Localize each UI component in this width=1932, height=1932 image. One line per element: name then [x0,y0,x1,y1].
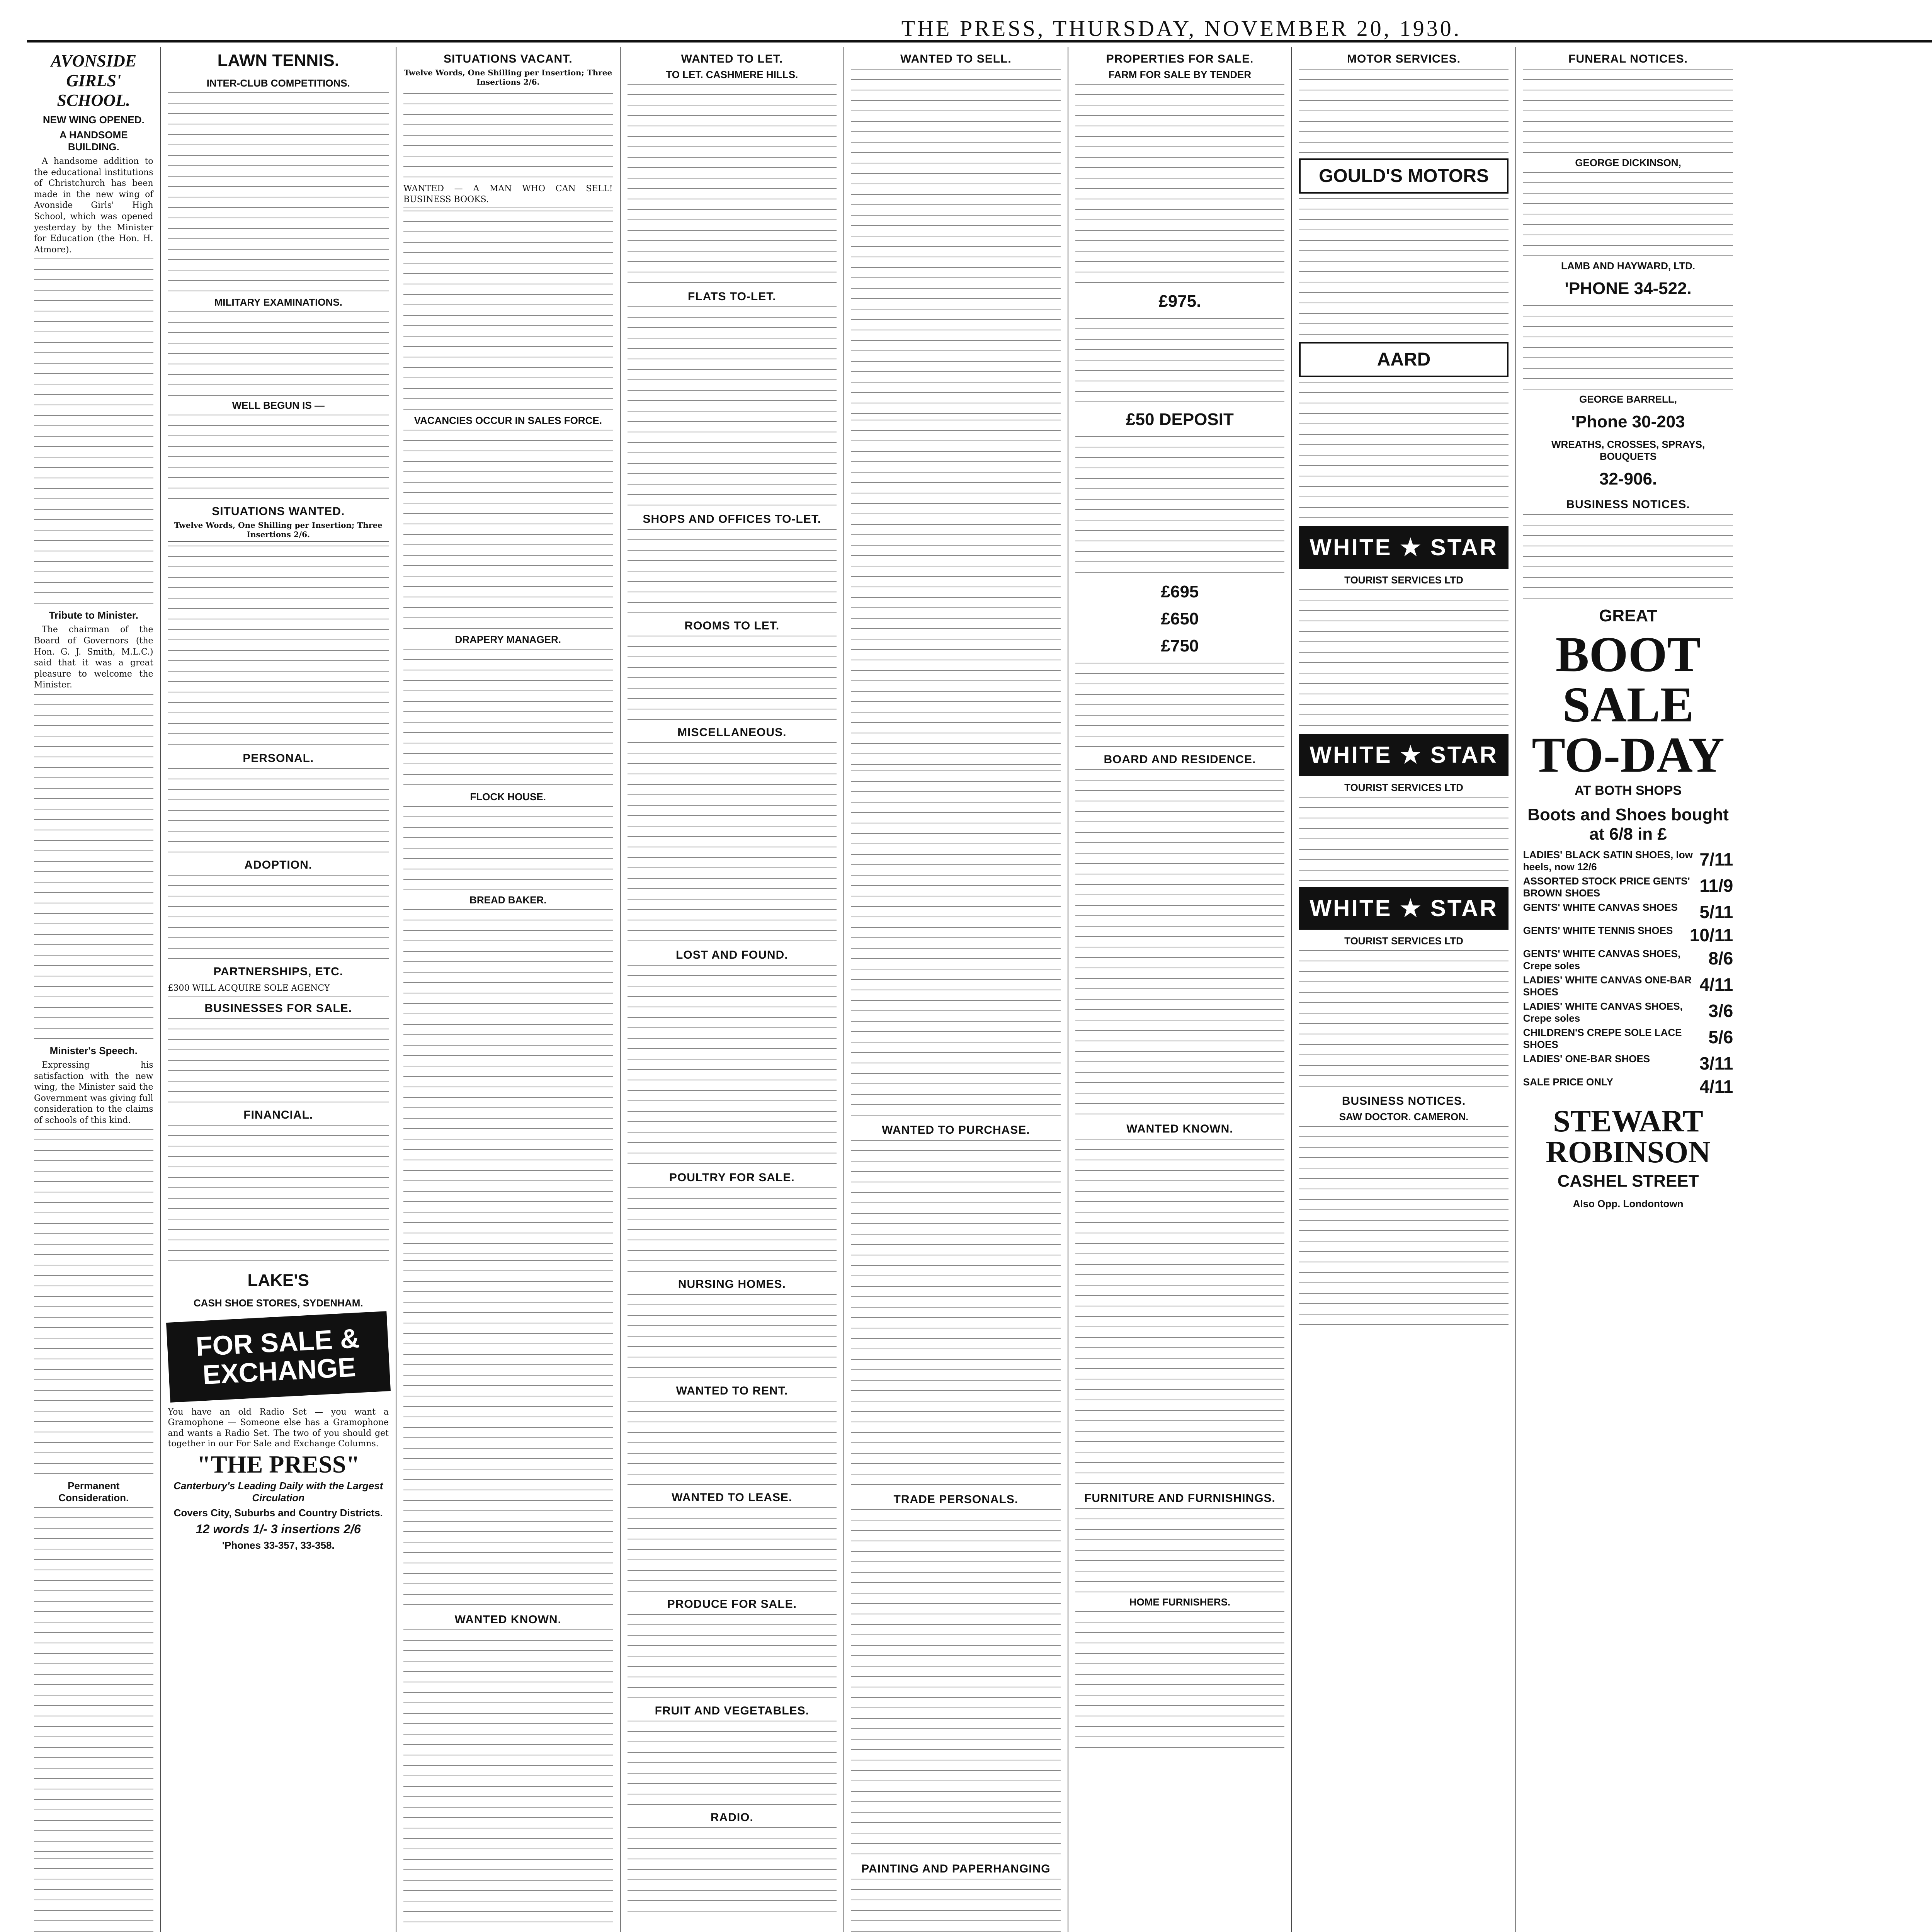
purchase-ads [851,1140,1061,1488]
misc-ads [628,742,837,943]
masthead [27,15,1932,43]
article-text-block-2 [34,694,153,1042]
saw-doctor: SAW DOCTOR. CAMERON. [1339,1111,1469,1122]
column-3 [396,47,621,1932]
column-5 [844,47,1068,1932]
wanted-known-heading-6: WANTED KNOWN. [1126,1122,1233,1135]
price-row [1523,1075,1733,1098]
property-ads [1075,318,1285,403]
property-ads-3 [1075,663,1285,748]
lamb-text [1523,305,1733,390]
vacant-ads-4 [403,649,613,788]
poultry-heading: POULTRY FOR SALE. [669,1171,795,1184]
sell-ads [851,69,1061,417]
lakes-title: LAKE'S [247,1270,310,1290]
rate-line-3: Twelve Words, One Shilling per Insertion; Three Insertions 2/6. [403,68,613,89]
for-sale-text: You have an old Radio Set — you want a Gramophone — Someone else has a Gramophone and wants a Radio Set. The two of you should get together in our For Sale and Exchange Columns. [168,1405,389,1452]
press-covers: Covers City, Suburbs and Country Districts. [173,1507,383,1519]
vacant-ads-3 [403,430,613,631]
price-value: 3/11 [1699,1053,1733,1073]
vacant-ads [403,93,613,178]
price-value: 5/6 [1708,1027,1733,1047]
well-begun-heading: WELL BEGUN IS — [232,400,325,411]
business-ads-8 [1523,514,1733,599]
misc-heading: MISCELLANEOUS. [677,726,787,739]
poultry-ads [628,1187,837,1272]
vacant-ads-5 [403,806,613,891]
article-text-block [34,259,153,606]
price-item: GENTS' WHITE CANVAS SHOES, Crepe soles [1523,948,1681,971]
drapery-heading: DRAPERY MANAGER. [455,634,561,645]
white-star-sub-3: TOURIST SERVICES LTD [1344,935,1463,947]
wanted-to-sell-heading: WANTED TO SELL. [900,53,1012,65]
price-item: LADIES' WHITE CANVAS SHOES, Crepe soles [1523,1000,1683,1024]
wanted-purchase-heading: WANTED TO PURCHASE. [882,1124,1030,1136]
vacant-ads-2 [403,211,613,412]
price-row [1523,874,1733,900]
white-star-logo-1: WHITE ★ STAR [1299,526,1509,569]
wanted-lease-heading: WANTED TO LEASE. [672,1491,793,1504]
article-subhead-2: A HANDSOME BUILDING. [59,129,128,153]
press-phones: 'Phones 33-357, 33-358. [222,1539,335,1551]
aard-text [1299,382,1509,521]
boot-sale-ad [1523,602,1733,1210]
sole-agency-ad: £300 WILL ACQUIRE SOLE AGENCY [168,981,389,997]
white-star-text-1 [1299,589,1509,728]
radio-ads [628,1827,837,1912]
business-notices-heading-7: BUSINESS NOTICES. [1342,1095,1466,1107]
price-value: 11/9 [1699,876,1733,896]
price-row [1523,1052,1733,1075]
lamb-phone: 'PHONE 34-522. [1565,279,1692,298]
price-item: GENTS' WHITE CANVAS SHOES [1523,901,1678,913]
article-subhead-3: Tribute to Minister. [49,609,138,621]
price-row [1523,973,1733,999]
furniture-heading: FURNITURE AND FURNISHINGS. [1084,1492,1276,1505]
price-row [1523,848,1733,874]
price-value: 8/6 [1708,948,1733,968]
rooms-ads [628,636,837,721]
situations-vacant-heading: SITUATIONS VACANT. [443,53,573,65]
price-row [1523,999,1733,1026]
financial-ads [168,1125,389,1264]
article-text-block-5 [34,1858,153,1932]
price-value: 5/11 [1699,902,1733,922]
trade-personals-heading: TRADE PERSONALS. [893,1493,1019,1506]
price-row [1523,947,1733,973]
lost-ads [628,965,837,1166]
price-695: £695 [1161,582,1199,601]
nursing-ads [628,1294,837,1379]
price-row [1523,900,1733,923]
fruit-heading: FRUIT AND VEGETABLES. [655,1704,809,1717]
wanted-known-ads [403,1629,613,1932]
white-star-text-3 [1299,950,1509,1089]
white-star-sub-1: TOURIST SERVICES LTD [1344,574,1463,586]
home-furnishers-heading: HOME FURNISHERS. [1129,1596,1231,1608]
boot-great: GREAT [1599,606,1657,625]
rooms-heading: ROOMS TO LET. [684,619,780,632]
sell-ads-2 [851,420,1061,767]
press-rate: 12 words 1/- 3 insertions 2/6 [196,1522,361,1536]
barrell: GEORGE BARRELL, [1579,393,1677,405]
flock-heading: FLOCK HOUSE. [470,791,546,803]
stewart-robinson: STEWART ROBINSON [1546,1104,1711,1169]
column-8 [1516,47,1740,1932]
column-4 [621,47,845,1932]
wanted-known-ads-6 [1075,1139,1285,1486]
for-sale-banner: FOR SALE & EXCHANGE [166,1311,391,1403]
radio-heading: RADIO. [710,1811,753,1824]
painting-ads [851,1879,1061,1932]
price-item: SALE PRICE ONLY [1523,1076,1613,1088]
situations-wanted-heading: SITUATIONS WANTED. [212,505,345,518]
goulds-timetable [1299,198,1509,337]
personal-ads [168,768,389,853]
vacancies-heading: VACANCIES OCCUR IN SALES FORCE. [414,415,602,426]
deposit-50: £50 DEPOSIT [1126,410,1234,429]
financial-heading: FINANCIAL. [243,1108,313,1121]
aard-title: AARD [1377,349,1431,370]
price-value: 3/6 [1708,1001,1733,1021]
rent-ads [628,1401,837,1486]
boots-bought: Boots and Shoes bought at 6/8 in £ [1527,805,1729,844]
funeral-notices [1523,69,1733,154]
vacant-ads-6 [403,909,613,1257]
adoption-ads [168,875,389,960]
dickinson: GEORGE DICKINSON, [1575,157,1681,168]
property-ads-2 [1075,436,1285,575]
board-ads [1075,769,1285,1117]
article-headline: AVONSIDE GIRLS' SCHOOL. [51,51,137,110]
to-let-ads [628,84,837,285]
nursing-heading: NURSING HOMES. [678,1278,786,1291]
article-subhead: NEW WING OPENED. [43,114,145,126]
price-item: LADIES' WHITE CANVAS ONE-BAR SHOES [1523,974,1692,998]
business-notices-heading-8: BUSINESS NOTICES. [1566,498,1690,511]
military-text [168,311,389,396]
wanted-rent-heading: WANTED TO RENT. [676,1384,788,1397]
price-item: CHILDREN'S CREPE SOLE LACE SHOES [1523,1027,1682,1050]
lawn-tennis-heading: LAWN TENNIS. [217,51,339,70]
both-shops: AT BOTH SHOPS [1575,783,1682,798]
article-subhead-5: Permanent Consideration. [58,1480,129,1504]
press-sub: Canterbury's Leading Daily with the Largest Circulation [173,1480,383,1503]
column-6 [1068,47,1293,1932]
barrell-phone: 'Phone 30-203 [1571,412,1685,431]
military-heading: MILITARY EXAMINATIONS. [214,296,342,308]
price-value: 10/11 [1689,925,1733,945]
shops-heading: SHOPS AND OFFICES TO-LET. [643,513,821,526]
article-paragraph-2: The chairman of the Board of Governors (the Hon. G. J. Smith, M.L.C.) said that it was a great pleasure to welcome the Minister. [34,625,153,690]
sell-ads-3 [851,770,1061,1118]
dickinson-text [1523,172,1733,257]
column-2 [161,47,396,1932]
masthead-title: THE PRESS, THURSDAY, NOVEMBER 20, 1930. [901,16,1462,41]
cashel-street: CASHEL STREET [1557,1172,1699,1190]
shops-ads [628,529,837,614]
fruit-ads [628,1721,837,1806]
lakes-sub: CASH SHOE STORES, SYDENHAM. [193,1297,363,1309]
price-list [1523,848,1733,1098]
wanted-to-let-heading: WANTED TO LET. [681,53,783,65]
business-ads-7 [1299,1126,1509,1327]
lost-found-heading: LOST AND FOUND. [676,949,788,961]
phone-32906: 32-906. [1599,469,1657,488]
aard-box [1299,342,1509,377]
price-975: £975. [1158,292,1201,311]
opp-londontown: Also Opp. Londontown [1573,1198,1684,1209]
farm-ads [1075,84,1285,285]
motor-ads [1299,69,1509,154]
flats-heading: FLATS TO-LET. [688,290,776,303]
lamb-hayward: LAMB AND HAYWARD, LTD. [1561,260,1696,272]
wreaths: WREATHS, CROSSES, SPRAYS, BOUQUETS [1551,439,1705,462]
price-item: LADIES' ONE-BAR SHOES [1523,1053,1650,1065]
personal-heading: PERSONAL. [243,752,314,765]
board-heading: BOARD AND RESIDENCE. [1104,753,1256,766]
price-item: GENTS' WHITE TENNIS SHOES [1523,925,1673,936]
column-7 [1292,47,1516,1932]
article-subhead-4: Minister's Speech. [49,1044,138,1056]
trade-ads [851,1509,1061,1857]
farm-heading: FARM FOR SALE BY TENDER [1108,69,1252,80]
boot-sale-title: BOOT SALE TO-DAY [1532,627,1725,783]
funeral-heading: FUNERAL NOTICES. [1568,53,1688,65]
price-value: 4/11 [1699,975,1733,995]
column-1-article [27,47,161,1932]
goulds-box [1299,158,1509,194]
press-title: "THE PRESS" [197,1450,360,1478]
article-text-block-3 [34,1129,153,1477]
price-value: 7/11 [1699,849,1733,869]
painting-heading: PAINTING AND PAPERHANGING [861,1862,1051,1875]
flats-ads [628,306,837,507]
produce-ads [628,1614,837,1699]
home-ads [1075,1611,1285,1750]
price-item: LADIES' BLACK SATIN SHOES, low heels, now 12/6 [1523,849,1693,872]
businesses-for-sale-heading: BUSINESSES FOR SALE. [204,1002,352,1015]
price-row [1523,923,1733,947]
well-begun-text [168,415,389,500]
situations-wanted-ads [168,546,389,747]
inter-club-heading: INTER-CLUB COMPETITIONS. [206,77,350,89]
bread-heading: BREAD BAKER. [469,894,547,906]
lease-ads [628,1507,837,1592]
price-650: £650 [1161,609,1199,628]
produce-heading: PRODUCE FOR SALE. [667,1598,797,1611]
price-value: 4/11 [1699,1077,1733,1097]
properties-heading: PROPERTIES FOR SALE. [1106,53,1254,65]
vacant-ads-7 [403,1260,613,1608]
article-paragraph: A handsome addition to the educational institutions of Christchurch has been made in the new wing of Avonside Girls' High School, which was opened yesterday by the Minister for Education (the Hon. H. Atmore). [34,156,153,255]
article-text-block-4 [34,1507,153,1855]
wanted-known-heading: WANTED KNOWN. [454,1613,561,1626]
columns [27,47,1932,1932]
article-paragraph-3: Expressing his satisfaction with the new wing, the Minister said the Government was giving full consideration to the claims of schools of this kind. [34,1060,153,1125]
price-750: £750 [1161,636,1199,655]
man-wanted-ad: WANTED — A MAN WHO CAN SELL! BUSINESS BOOKS. [403,181,613,207]
goulds-title: GOULD'S MOTORS [1319,166,1489,186]
price-item: ASSORTED STOCK PRICE GENTS' BROWN SHOES [1523,875,1690,899]
adoption-heading: ADOPTION. [244,859,313,871]
white-star-logo-2: WHITE ★ STAR [1299,734,1509,776]
white-star-logo-3: WHITE ★ STAR [1299,887,1509,930]
furniture-ads [1075,1508,1285,1593]
businesses-ads [168,1018,389,1103]
tennis-text [168,92,389,293]
rate-line: Twelve Words, One Shilling per Insertion; Three Insertions 2/6. [168,520,389,542]
partnerships-heading: PARTNERSHIPS, ETC. [213,965,344,978]
white-star-sub-2: TOURIST SERVICES LTD [1344,782,1463,793]
motor-services-heading: MOTOR SERVICES. [1347,53,1461,65]
cashmere-heading: TO LET. CASHMERE HILLS. [666,69,798,80]
price-row [1523,1026,1733,1052]
white-star-text-2 [1299,797,1509,882]
